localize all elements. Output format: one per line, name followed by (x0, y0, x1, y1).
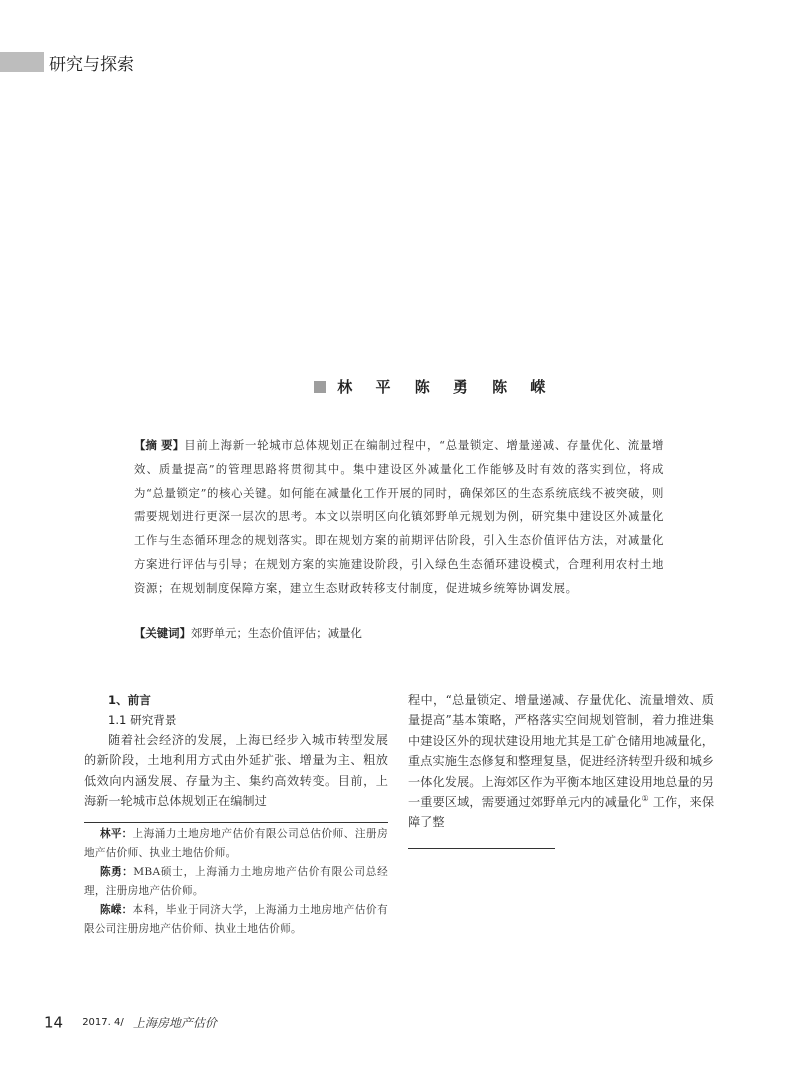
section-title: 研究与探索 (49, 55, 134, 75)
body-column-left (84, 690, 388, 812)
author-notes-divider (84, 822, 388, 823)
body-paragraph-right (408, 690, 714, 833)
body-text-right-b: 工作，来保障了整 (408, 795, 715, 830)
abstract-label: 【摘 要】 (134, 438, 185, 452)
author-note-text: MBA硕士，上海涌力土地房地产估价有限公司总经理，注册房地产估价师。 (84, 866, 389, 897)
author-note-name: 陈勇： (100, 866, 134, 878)
keywords (134, 625, 664, 641)
keywords-text: 郊野单元；生态价值评估；减量化 (190, 626, 362, 640)
body-paragraph-left: 随着社会经济的发展，上海已经步入城市转型发展的新阶段，土地利用方式由外延扩张、增量为主、粗放低效向内涵发展、存量为主、集约高效转变。目前，上海新一轮城市总体规划正在编制过 (84, 733, 388, 809)
author-note-name: 林平： (100, 828, 133, 840)
authors-line (314, 376, 564, 397)
author-note-text: 本科，毕业于同济大学，上海涌力土地房地产估价有限公司注册房地产估价师、执业土地估价师。 (84, 904, 389, 935)
author-note-2 (84, 863, 388, 901)
keywords-label: 【关键词】 (134, 626, 191, 640)
abstract-text: 目前上海新一轮城市总体规划正在编制过程中，“总量锁定、增量递减、存量优化、流量增效、质量提高”的管理思路将贯彻其中。集中建设区外减量化工作能够及时有效的落实到位，将成为“总量锁定”的核心关键。如何能在减量化工作开展的同时，确保郊区的生态系统底线不被突破，则需要规划进行更深一层次的思考。本文以崇明区向化镇郊野单元规划为例，研究集中建设区外减量化工作与生态循环理念的规划落实。即在规划方案的前期评估阶段，引入生态价值评估方法，对减量化方案进行评估与引导；在规划方案的实施建设阶段，引入绿色生态循环建设模式，合理利用农村土地资源；在规划制度保障方案，建立生态财政转移支付制度，促进城乡统筹协调发展。 (134, 438, 665, 595)
issue-label: 2017. 4/ (82, 1017, 124, 1028)
body-text-right-a: 程中，“总量锁定、增量递减、存量优化、流量增效、质量提高”基本策略，严格落实空间规划管制，着力推进集中建设区外的现状建设用地尤其是工矿仓储用地减量化，重点实施生态修复和整理复垦，促进经济转型升级和城乡一体化发展。上海郊区作为平衡本地区建设用地总量的另一重要区域，需要通过郊野单元内的减量化 (408, 693, 714, 810)
author-note-3 (84, 901, 388, 939)
section-bar (0, 52, 44, 72)
subsection-heading-1-1: 1.1 研究背景 (108, 713, 177, 727)
author-note-1 (84, 825, 388, 863)
body-column-right (408, 690, 714, 833)
abstract (134, 434, 664, 601)
section-heading-1: 1、前言 (108, 693, 151, 707)
author-notes (84, 825, 388, 939)
author-name-2: 陈 勇 (414, 378, 477, 396)
magazine-logo: 上海房地产估价 (132, 1016, 217, 1030)
author-name-1: 林 平 (337, 378, 400, 396)
author-name-3: 陈 嵘 (492, 378, 555, 396)
page-footer (44, 1012, 217, 1032)
footnote-marker: ① (641, 793, 649, 803)
author-note-name: 陈嵘： (100, 904, 133, 916)
author-note-text: 上海涌力土地房地产估价有限公司总估价师、注册房地产估价师、执业土地估价师。 (84, 828, 389, 859)
page-number: 14 (44, 1013, 64, 1032)
author-square-marker (314, 381, 326, 393)
footnote-divider (408, 848, 555, 849)
